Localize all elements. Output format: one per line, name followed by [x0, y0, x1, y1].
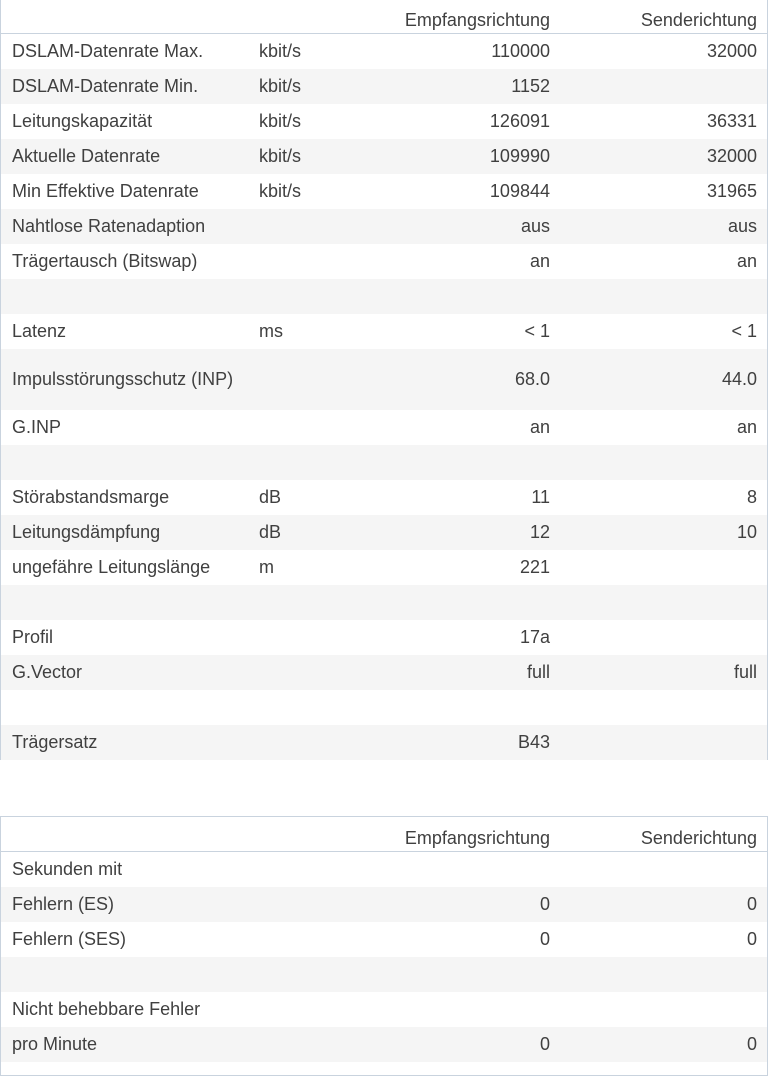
row-unit: [259, 725, 359, 760]
table-row: [1, 725, 767, 760]
row-unit: [259, 852, 359, 887]
row-receive-value: [380, 445, 550, 480]
row-unit: kbit/s: [259, 181, 302, 201]
row-receive-value: B43: [517, 732, 550, 752]
row-label: Störabstandsmarge: [12, 487, 170, 507]
table-row: [1, 69, 767, 104]
row-send-value: 31965: [706, 181, 757, 201]
row-label: [12, 279, 247, 314]
row-receive-value: 109990: [489, 146, 550, 166]
row-unit: ms: [259, 321, 283, 341]
row-send-value: [597, 620, 757, 655]
row-receive-value: 0: [539, 894, 550, 914]
row-unit: [259, 922, 359, 957]
row-receive-value: 11: [531, 487, 550, 507]
table-row: [1, 515, 767, 550]
row-label: Leitungskapazität: [12, 111, 153, 131]
header-receive-direction: Empfangsrichtung: [404, 827, 550, 848]
table-row: [1, 349, 767, 410]
table-row: [1, 480, 767, 515]
row-label: pro Minute: [12, 1034, 98, 1054]
table-row: [1, 34, 767, 69]
row-receive-value: 109844: [489, 181, 550, 201]
row-unit: m: [259, 557, 274, 577]
row-label: Nahtlose Ratenadaption: [12, 216, 206, 236]
row-receive-value: an: [529, 251, 550, 271]
row-receive-value: 17a: [519, 627, 550, 647]
table-row: [1, 209, 767, 244]
row-receive-value: 126091: [489, 111, 550, 131]
table-row: [1, 690, 767, 725]
row-unit: [259, 410, 359, 445]
row-send-value: [597, 69, 757, 104]
row-receive-value: < 1: [524, 321, 550, 341]
row-send-value: an: [736, 251, 757, 271]
table-row: [1, 174, 767, 209]
row-label: G.Vector: [12, 662, 83, 682]
row-label: Aktuelle Datenrate: [12, 146, 161, 166]
row-unit: [259, 1027, 359, 1062]
row-send-value: 0: [746, 929, 757, 949]
row-label: Nicht behebbare Fehler: [12, 999, 201, 1019]
error-statistics-table: [0, 816, 768, 1076]
header-receive-direction: Empfangsrichtung: [404, 9, 550, 30]
row-unit: dB: [259, 487, 282, 507]
row-send-value: full: [733, 662, 757, 682]
row-unit: [259, 992, 359, 1027]
row-label: [12, 690, 247, 725]
table-row: [1, 887, 767, 922]
table-header: [1, 817, 767, 852]
table-row: [1, 655, 767, 690]
row-send-value: 0: [746, 1034, 757, 1054]
table-row: [1, 620, 767, 655]
row-receive-value: 12: [529, 522, 550, 542]
row-send-value: 36331: [706, 111, 757, 131]
table-body: [1, 852, 767, 1062]
row-send-value: [597, 550, 757, 585]
row-receive-value: 221: [519, 557, 550, 577]
row-label: Fehlern (ES): [12, 894, 115, 914]
table-row: [1, 992, 767, 1027]
row-unit: [259, 209, 359, 244]
header-send-direction: Senderichtung: [640, 827, 757, 848]
row-unit: kbit/s: [259, 41, 302, 61]
row-send-value: [597, 992, 757, 1027]
table-row: [1, 314, 767, 349]
row-send-value: [597, 585, 757, 620]
row-unit: [259, 244, 359, 279]
table-row: [1, 585, 767, 620]
table-row: [1, 445, 767, 480]
row-label: Sekunden mit: [12, 859, 123, 879]
row-unit: [259, 279, 359, 314]
row-receive-value: an: [529, 417, 550, 437]
row-send-value: [597, 279, 757, 314]
row-receive-value: [380, 957, 550, 992]
row-label: [12, 445, 247, 480]
row-send-value: 0: [746, 894, 757, 914]
table-row: [1, 922, 767, 957]
row-receive-value: [380, 585, 550, 620]
row-receive-value: [380, 279, 550, 314]
row-label: Profil: [12, 627, 54, 647]
row-label: Trägertausch (Bitswap): [12, 251, 198, 271]
row-send-value: [597, 725, 757, 760]
row-send-value: 10: [736, 522, 757, 542]
row-label: Fehlern (SES): [12, 929, 127, 949]
row-unit: [259, 620, 359, 655]
table-row: [1, 852, 767, 887]
row-send-value: < 1: [731, 321, 757, 341]
row-label: DSLAM-Datenrate Max.: [12, 41, 204, 61]
row-send-value: an: [736, 417, 757, 437]
table-body: [1, 34, 767, 760]
row-label: [12, 957, 247, 992]
row-unit: kbit/s: [259, 146, 302, 166]
row-receive-value: 0: [539, 929, 550, 949]
table-row: [1, 244, 767, 279]
table-row: [1, 550, 767, 585]
row-send-value: [597, 445, 757, 480]
row-receive-value: full: [526, 662, 550, 682]
row-unit: kbit/s: [259, 111, 302, 131]
header-send-direction: Senderichtung: [640, 9, 757, 30]
row-label: [12, 585, 247, 620]
row-receive-value: aus: [520, 216, 550, 236]
row-receive-value: [380, 690, 550, 725]
table-row: [1, 1027, 767, 1062]
row-label: ungefähre Leitungslänge: [12, 557, 211, 577]
row-receive-value: 1152: [511, 76, 550, 96]
row-label: G.INP: [12, 417, 62, 437]
row-unit: kbit/s: [259, 76, 302, 96]
row-receive-value: [380, 992, 550, 1027]
row-unit: [259, 349, 359, 410]
row-label: Min Effektive Datenrate: [12, 181, 199, 201]
row-send-value: 32000: [706, 146, 757, 166]
row-send-value: aus: [727, 216, 757, 236]
table-row: [1, 279, 767, 314]
table-row: [1, 410, 767, 445]
row-receive-value: 110000: [491, 41, 550, 61]
row-unit: [259, 887, 359, 922]
table-row: [1, 104, 767, 139]
row-unit: [259, 957, 359, 992]
row-receive-value: 68.0: [514, 369, 550, 389]
row-unit: [259, 445, 359, 480]
row-send-value: [597, 852, 757, 887]
row-receive-value: 0: [539, 1034, 550, 1054]
row-unit: [259, 655, 359, 690]
table-row: [1, 139, 767, 174]
table-row: [1, 957, 767, 992]
table-header: [1, 0, 767, 34]
row-send-value: 8: [746, 487, 757, 507]
row-send-value: [597, 690, 757, 725]
row-label: Latenz: [12, 321, 67, 341]
row-send-value: [597, 957, 757, 992]
row-unit: [259, 585, 359, 620]
row-label: Trägersatz: [12, 732, 98, 752]
row-label: Leitungsdämpfung: [12, 522, 161, 542]
row-label: Impulsstörungsschutz (INP): [12, 369, 234, 389]
row-label: DSLAM-Datenrate Min.: [12, 76, 199, 96]
row-unit: [259, 690, 359, 725]
row-send-value: 32000: [706, 41, 757, 61]
row-send-value: 44.0: [721, 369, 757, 389]
row-unit: dB: [259, 522, 282, 542]
row-receive-value: [380, 852, 550, 887]
